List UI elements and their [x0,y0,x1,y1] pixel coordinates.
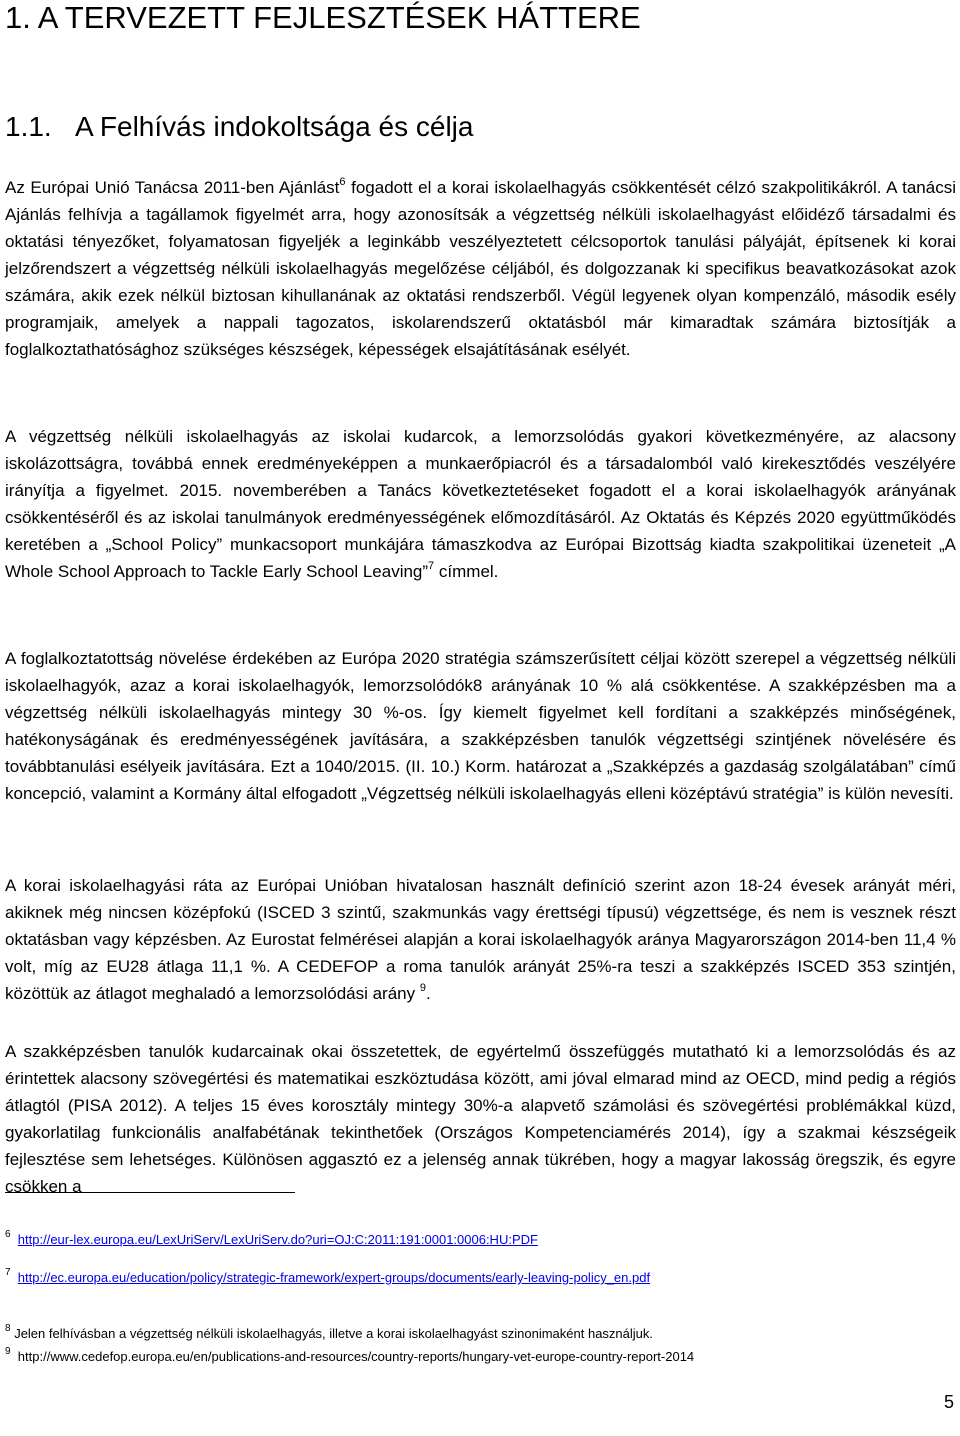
paragraph-text: A foglalkoztatottság növelése érdekében az Európa 2020 stratégia számszerűsített céljai között szerepel a végzettség nélküli iskolaelhagyók, azaz a korai iskolaelhagyók, lemorzsolódók8 arányának 10 % alá csökkentése. A szakképzésben ma a végzettség nélküli iskolaelhagyás mintegy 30 %-os. Így kiemelt figyelmet kell fordítani a szakképzés minőségének, hatékonyságának és eredményességének javítására, a szakképzésben tanulók végzettségi szintjének növelésére és továbbtanulási esélyeik javítására. Ezt a 1040/2015. (II. 10.) Korm. határozat a „Szakképzés a gazdaság szolgálatában” című koncepció, valamint a Kormány által elfogadott „Végzettség nélküli iskolaelhagyás elleni középtávú stratégia” is külön nevesíti. [5,649,956,803]
footnote-ref-9[interactable]: 9 [419,982,426,995]
chapter-heading: 1. A TERVEZETT FEJLESZTÉSEK HÁTTERE [5,0,641,35]
paragraph-2 [5,423,956,585]
section-title: A Felhívás indokoltsága és célja [75,111,474,142]
paragraph-text: A végzettség nélküli iskolaelhagyás az iskolai kudarcok, a lemorzsolódás gyakori következményére, az alacsony iskolázottságra, továbbá ennek eredményeképpen a munkaerőpiacról és a társadalomból való kirekesztődés veszélyére irányítja a figyelmet. 2015. novemberében a Tanács következtetéseket fogadott el a korai iskolaelhagyók arányának csökkentéséről és az iskolai tanulmányok eredményességének előmozdításáról. Az Oktatás és Képzés 2020 együttműködés keretében a „School Policy” munkacsoport munkájára támaszkodva az Európai Bizottság kiadta szakpolitikai üzeneteit „A Whole School Approach to Tackle Early School Leaving” [5,427,956,581]
footnote-7 [5,1267,651,1288]
paragraph-text: címmel. [434,562,499,581]
footnote-ref-7[interactable]: 7 [428,560,435,573]
footnote-url: http://www.cedefop.europa.eu/en/publications-and-resources/country-reports/hungary-vet-europe-country-report-2014 [17,1349,695,1364]
paragraph-1 [5,174,956,363]
paragraph-text: fogadott el a korai iskolaelhagyás csökkentését célzó szakpolitikákról. A tanácsi Ajánlás felhívja a tagállamok figyelmét arra, hogy azonosítsák a végzettség nélküli iskolaelhagyást előidéző társadalmi és oktatási tényezőket, folyamatosan figyeljék a leginkább veszélyeztetett célcsoportok tanulási pályáját, építsenek ki korai jelzőrendszert a végzettség nélküli iskolaelhagyás megelőzése céljából, és dolgozzanak ki specifikus beavatkozásokat azok számára, akik ezek nélkül biztosan kihullanának az oktatási rendszerből. Végül legyenek olyan kompenzáló, második esély programjaik, amelyek a nappali tagozatos, iskolarendszerű oktatásból már kimaradtak számára biztosítják a foglalkoztathatósághoz szükséges készségek, képességek elsajátításának esélyét. [5,178,956,359]
footnote-separator [5,1192,295,1193]
paragraph-text: . [425,984,431,1003]
footnote-link[interactable]: http://ec.europa.eu/education/policy/strategic-framework/expert-groups/documents/early-leaving-policy_en.pdf [17,1270,651,1285]
paragraph-text: A szakképzésben tanulók kudarcainak okai összetettek, de egyértelmű összefüggés mutatható ki a lemorzsolódás és az érintettek alacsony szövegértési és matematikai eszköztudása között, ami jóval elmarad mind az OECD, mind pedig a régiós átlagtól (PISA 2012). A teljes 15 éves korosztály mintegy 30%-a alapvető számolási és szövegértési problémákkal küzd, gyakorlatilag funkcionális analfabétának tekinthetőek (Országos Kompetenciamérés 2014), így a szakmai készségeik fejlesztése sem lehetséges. Különösen aggasztó ez a jelenség annak tükrében, hogy a magyar lakosság öregszik, és egyre csökken a [5,1042,956,1196]
section-number: 1.1. [5,111,52,142]
footnote-mark: 9 [5,1346,11,1357]
footnote-mark: 6 [5,1229,11,1240]
section-heading [5,110,473,144]
footnote-link[interactable]: http://eur-lex.europa.eu/LexUriServ/LexUriServ.do?uri=OJ:C:2011:191:0001:0006:HU:PDF [17,1232,538,1247]
paragraph-text: Az Európai Unió Tanácsa 2011-ben Ajánlást [5,178,340,197]
paragraph-3 [5,645,956,807]
footnote-mark: 7 [5,1267,11,1278]
footnote-9 [5,1346,695,1367]
footnote-ref-6[interactable]: 6 [339,176,346,189]
footnote-mark: 8 [5,1323,11,1334]
paragraph-text: A korai iskolaelhagyási ráta az Európai Unióban hivatalosan használt definíció szerint azon 18-24 évesek arányát méri, akiknek még nincsen középfokú (ISCED 3 szintű, szakmunkás vagy érettségi típusú) végzettsége, és nem is vesznek részt oktatásban vagy képzésben. Az Eurostat felmérései alapján a korai iskolaelhagyók aránya Magyarországon 2014-ben 11,4 % volt, míg az EU28 átlaga 11,1 %. A CEDEFOP a roma tanulók arányát 25%-ra teszi a szakképzés ISCED 353 szintjén, közöttük az átlagot meghaladó a lemorzsolódási arány [5,876,956,1003]
footnote-6 [5,1229,538,1250]
paragraph-4 [5,872,956,1007]
footnote-8 [5,1323,653,1344]
footnote-text: Jelen felhívásban a végzettség nélküli iskolaelhagyás, illetve a korai iskolaelhagyást szinonimaként használjuk. [14,1326,653,1341]
page-number: 5 [943,1392,954,1412]
paragraph-5 [5,1038,956,1200]
